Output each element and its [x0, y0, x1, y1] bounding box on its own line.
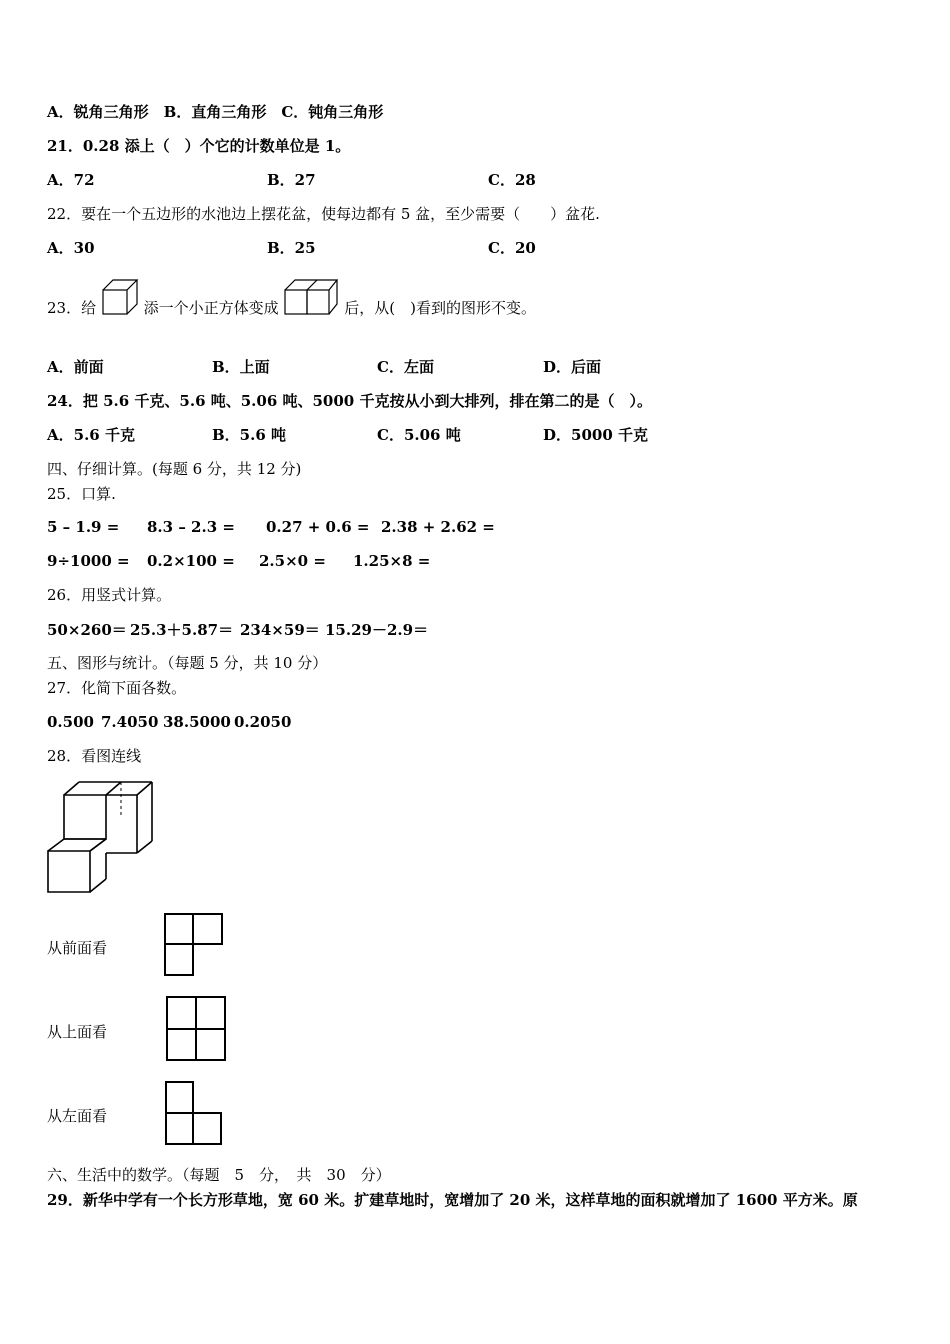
section-4-heading: 四、仔细计算。(每题 6 分，共 12 分)	[47, 460, 302, 478]
q24-option-b: B．5.6 吨	[212, 426, 286, 444]
view-label-top: 从上面看	[47, 1023, 108, 1041]
q24-option-c: C．5.06 吨	[377, 426, 461, 444]
view-label-front: 从前面看	[47, 939, 108, 957]
q25-calc: 0.2×100 =	[147, 552, 235, 570]
q23-question	[47, 298, 536, 318]
q27-item: 7.4050	[101, 713, 159, 731]
front-view-figure	[163, 911, 225, 977]
q24-option-a: A．5.6 千克	[47, 426, 135, 444]
q23-text-2: 添一个小正方体变成	[143, 299, 279, 317]
q27-item: 0.500	[47, 713, 94, 731]
q23-option-c: C．左面	[377, 358, 434, 376]
q22-option-a: A．30	[47, 239, 95, 257]
q26-title: 26．用竖式计算。	[47, 586, 172, 604]
q23-option-b: B．上面	[212, 358, 270, 376]
q29-question: 29．新华中学有一个长方形草地，宽 60 米。扩建草地时，宽增加了 20 米，这样草地的面积就增加了 1600 平方米。原	[47, 1191, 858, 1209]
q23-option-a: A．前面	[47, 358, 104, 376]
left-view-figure	[163, 1080, 225, 1146]
q25-calc: 9÷1000 =	[47, 552, 130, 570]
q21-question: 21．0.28 添上（ ）个它的计数单位是 1。	[47, 137, 351, 155]
q25-calc: 1.25×8 =	[353, 552, 431, 570]
q25-title: 25．口算.	[47, 485, 116, 503]
q25-calc: 0.27 + 0.6 =	[266, 518, 370, 536]
two-cube-figure	[283, 278, 339, 318]
q23-option-d: D．后面	[543, 358, 602, 376]
q21-option-a: A．72	[47, 171, 95, 189]
q20-options: A．锐角三角形 B．直角三角形 C．钝角三角形	[47, 103, 384, 121]
q22-option-b: B．25	[267, 239, 316, 257]
q25-calc: 2.38 + 2.62 =	[381, 518, 495, 536]
q22-option-c: C．20	[488, 239, 536, 257]
q21-option-c: C．28	[488, 171, 536, 189]
single-cube-figure	[101, 278, 139, 318]
section-5-heading: 五、图形与统计。（每题 5 分，共 10 分）	[47, 654, 328, 672]
q24-option-d: D．5000 千克	[543, 426, 648, 444]
q23-text-1: 23．给	[47, 299, 97, 317]
view-label-left: 从左面看	[47, 1107, 108, 1125]
top-view-figure	[164, 995, 228, 1063]
q27-title: 27．化简下面各数。	[47, 679, 187, 697]
section-6-heading: 六、生活中的数学。（每题 5 分， 共 30 分）	[47, 1166, 391, 1184]
q27-item: 38.5000	[163, 713, 231, 731]
q25-calc: 2.5×0 =	[259, 552, 326, 570]
q23-text-3: 后，从( )看到的图形不变。	[344, 299, 536, 317]
q22-question: 22．要在一个五边形的水池边上摆花盆，使每边都有 5 盆，至少需要（ ）盆花.	[47, 205, 600, 223]
q26-item: 25.3＋5.87＝	[130, 621, 234, 639]
q26-item: 234×59＝	[240, 621, 320, 639]
q24-question: 24．把 5.6 千克、5.6 吨、5.06 吨、5000 千克按从小到大排列，排在第二的是（ ）。	[47, 392, 652, 410]
q26-item: 15.29－2.9＝	[325, 621, 429, 639]
cube-stack-figure	[44, 778, 160, 896]
q27-item: 0.2050	[234, 713, 292, 731]
q21-option-b: B．27	[267, 171, 316, 189]
q28-title: 28．看图连线	[47, 747, 142, 765]
q26-item: 50×260＝	[47, 621, 127, 639]
q25-calc: 5 – 1.9 =	[47, 518, 120, 536]
q25-calc: 8.3 – 2.3 =	[147, 518, 235, 536]
